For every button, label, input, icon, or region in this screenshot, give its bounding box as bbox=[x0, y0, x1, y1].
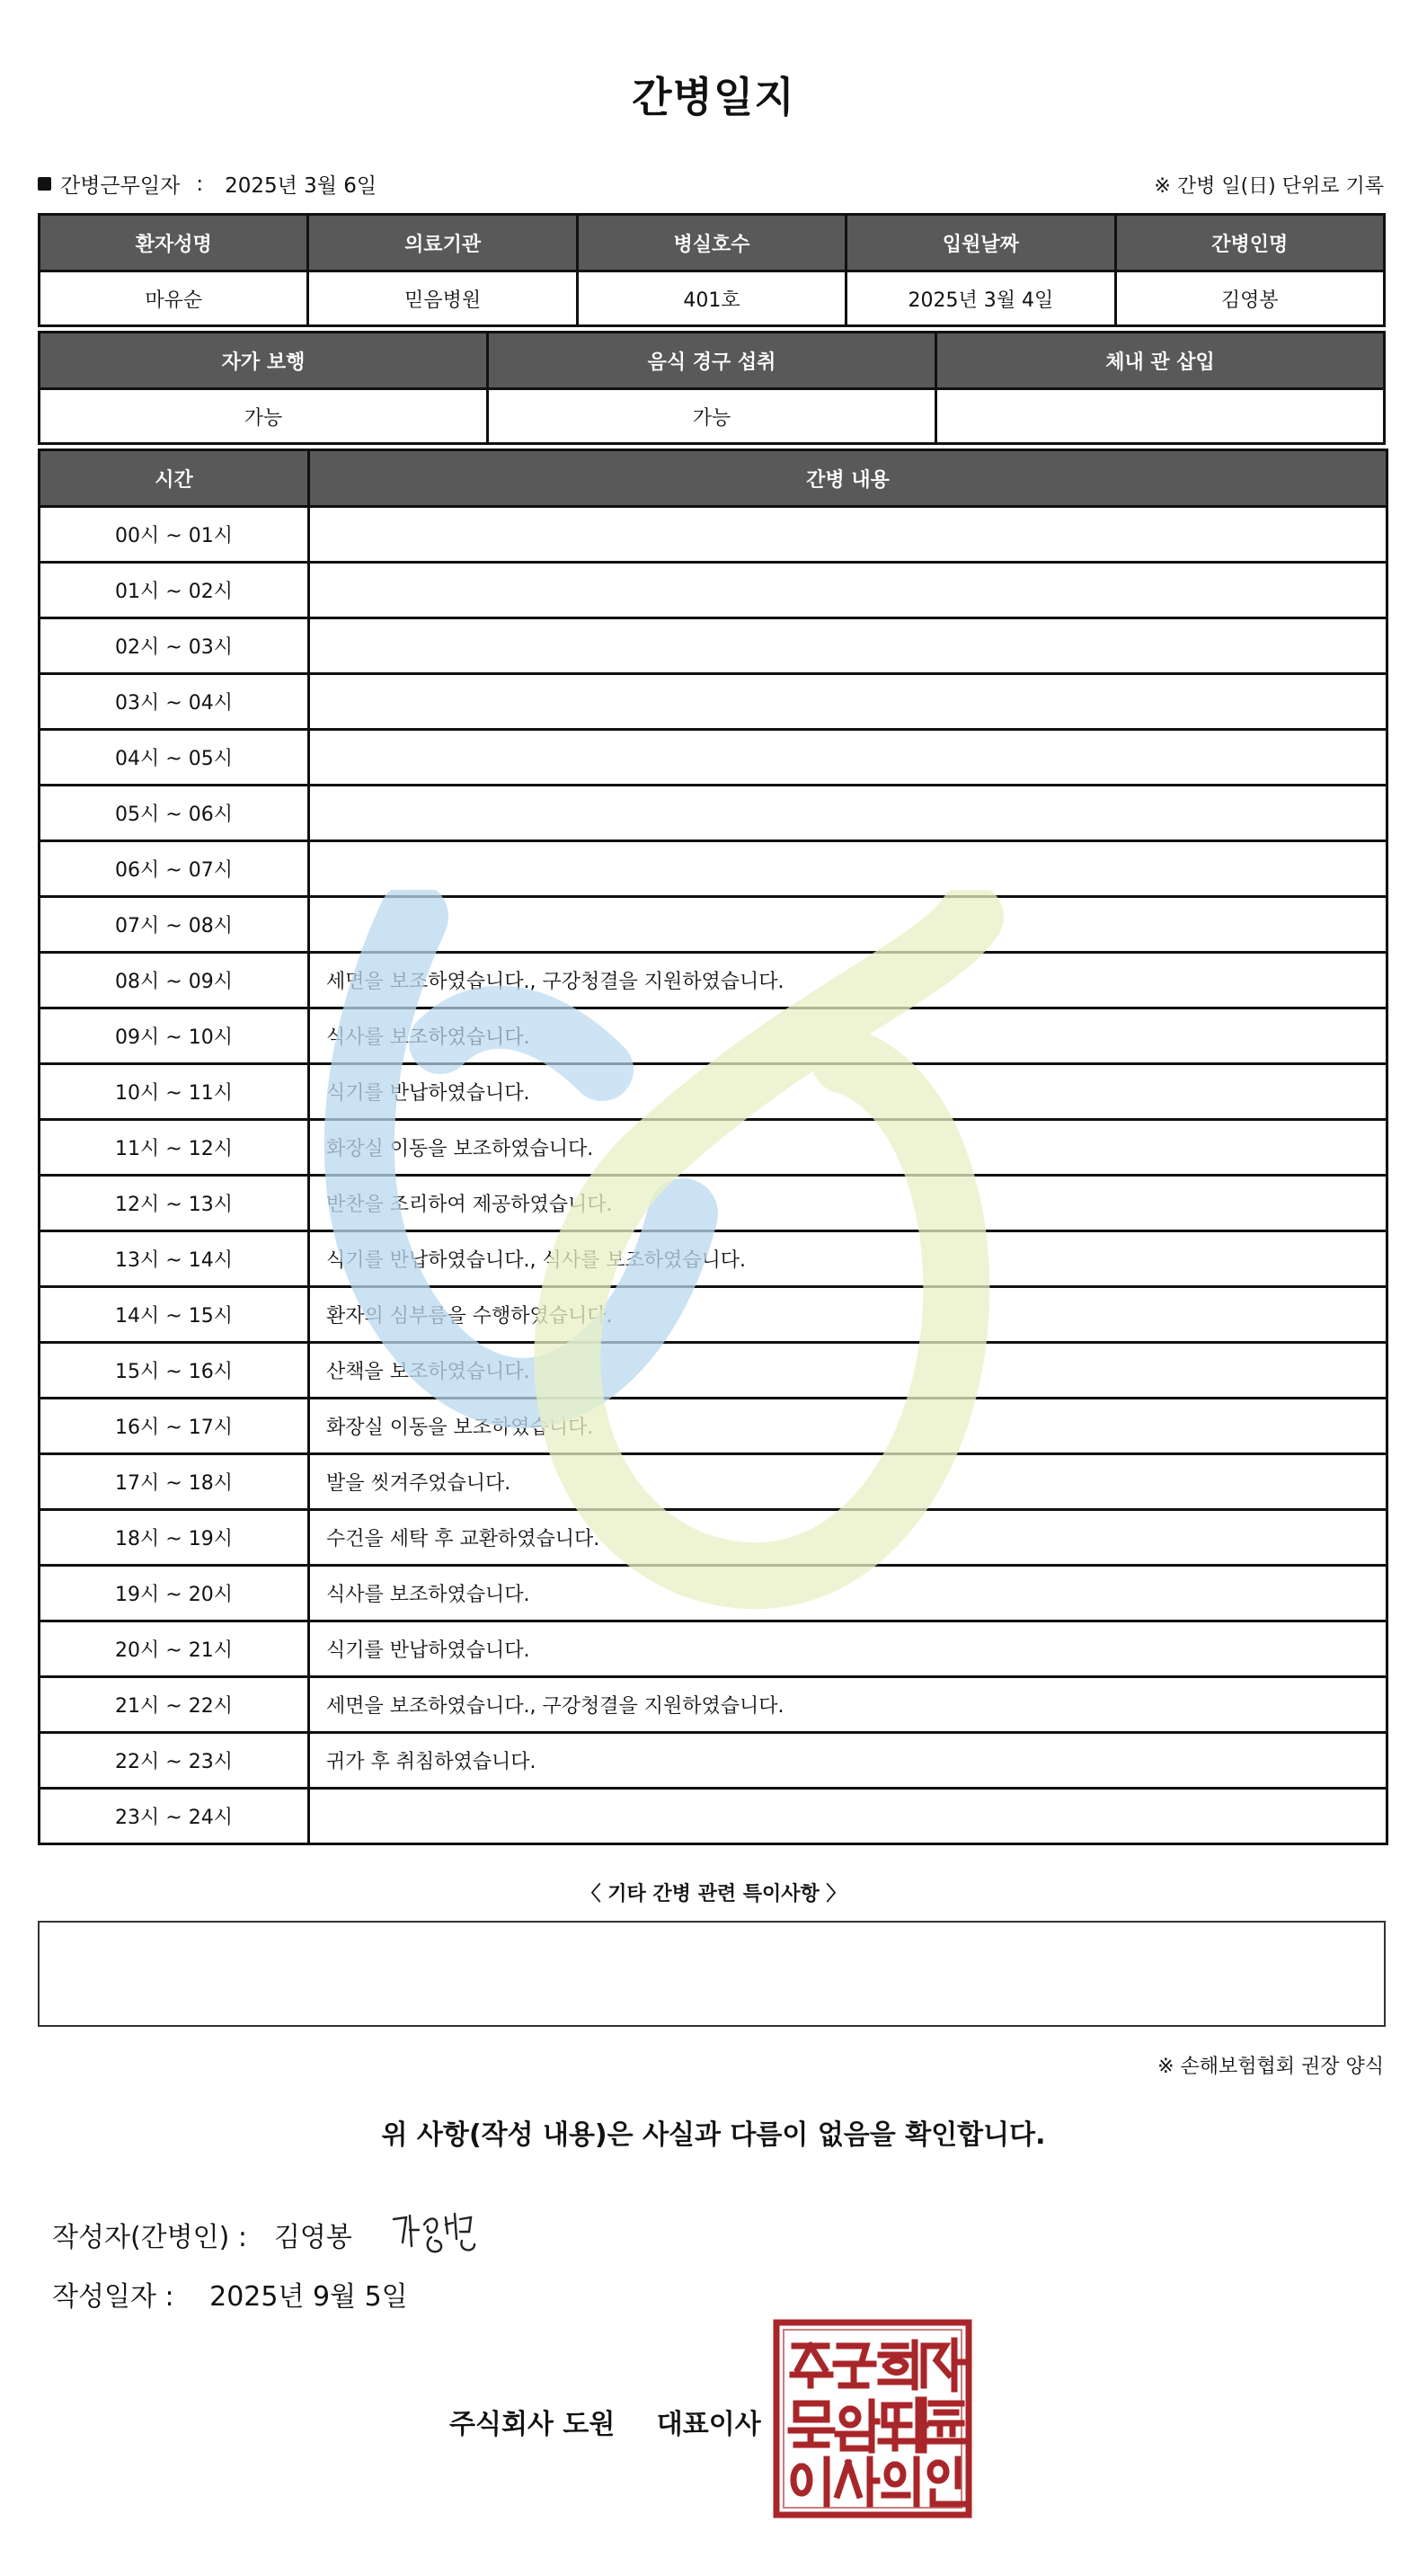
log-time-cell: 11시 ~ 12시 bbox=[40, 1120, 309, 1176]
written-date-row bbox=[52, 2274, 408, 2314]
log-row bbox=[40, 563, 1387, 618]
work-date-row bbox=[38, 169, 377, 199]
remarks-title: 〈 기타 간병 관련 특이사항 〉 bbox=[581, 1883, 846, 1905]
log-time-cell: 15시 ~ 16시 bbox=[40, 1343, 309, 1399]
log-row bbox=[40, 897, 1387, 953]
header-hospital: 의료기관 bbox=[308, 215, 577, 271]
log-row bbox=[40, 1454, 1387, 1510]
log-content-cell: 환자의 심부름을 수행하였습니다. bbox=[309, 1287, 1387, 1343]
page-title: 간병일지 bbox=[632, 73, 795, 121]
log-row bbox=[40, 1621, 1387, 1677]
work-date-separator: : bbox=[196, 172, 204, 196]
work-date-label: 간병근무일자 bbox=[60, 174, 181, 198]
log-content-cell: 세면을 보조하였습니다., 구강청결을 지원하였습니다. bbox=[309, 1677, 1387, 1733]
writer-row bbox=[52, 2207, 487, 2262]
log-content-cell bbox=[309, 618, 1387, 674]
log-row bbox=[40, 1120, 1387, 1176]
log-content-cell bbox=[309, 1789, 1387, 1844]
recommended-form-note: ※ 손해보험협회 권장 양식 bbox=[1157, 2056, 1384, 2078]
log-time-cell: 03시 ~ 04시 bbox=[40, 674, 309, 730]
log-row bbox=[40, 1231, 1387, 1287]
header-oral-intake: 음식 경구 섭취 bbox=[488, 333, 936, 389]
log-content-cell bbox=[309, 563, 1387, 618]
log-row bbox=[40, 1343, 1387, 1399]
hospital-value: 믿음병원 bbox=[308, 271, 577, 326]
patient-name-value: 마유순 bbox=[40, 271, 308, 326]
header-room: 병실호수 bbox=[577, 215, 846, 271]
log-content-cell: 화장실 이동을 보조하였습니다. bbox=[309, 1399, 1387, 1454]
log-time-cell: 04시 ~ 05시 bbox=[40, 730, 309, 786]
log-row bbox=[40, 618, 1387, 674]
writer-name: 김영봉 bbox=[273, 2222, 352, 2253]
log-time-cell: 06시 ~ 07시 bbox=[40, 841, 309, 897]
log-content-cell: 식사를 보조하였습니다. bbox=[309, 1008, 1387, 1064]
admission-date-value: 2025년 3월 4일 bbox=[846, 271, 1115, 326]
log-time-cell: 00시 ~ 01시 bbox=[40, 507, 309, 563]
tube-insertion-value bbox=[936, 389, 1385, 444]
remarks-box bbox=[38, 1921, 1386, 2027]
written-date-value: 2025년 9월 5일 bbox=[209, 2281, 408, 2313]
header-tube-insertion: 체내 관 삽입 bbox=[936, 333, 1385, 389]
log-time-cell: 10시 ~ 11시 bbox=[40, 1064, 309, 1120]
log-content-cell: 식기를 반납하였습니다. bbox=[309, 1621, 1387, 1677]
log-time-cell: 17시 ~ 18시 bbox=[40, 1454, 309, 1510]
log-time-cell: 19시 ~ 20시 bbox=[40, 1566, 309, 1621]
log-row bbox=[40, 1510, 1387, 1566]
log-time-cell: 02시 ~ 03시 bbox=[40, 618, 309, 674]
log-content-cell bbox=[309, 674, 1387, 730]
header-patient-name: 환자성명 bbox=[40, 215, 308, 271]
log-content-cell: 산책을 보조하였습니다. bbox=[309, 1343, 1387, 1399]
header-time: 시간 bbox=[40, 450, 309, 507]
writer-label: 작성자(간병인) : bbox=[52, 2222, 247, 2253]
patient-capability-table bbox=[38, 331, 1386, 445]
confirmation-statement: 위 사항(작성 내용)은 사실과 다름이 없음을 확인합니다. bbox=[381, 2119, 1046, 2151]
log-content-cell bbox=[309, 897, 1387, 953]
log-row bbox=[40, 1064, 1387, 1120]
company-signature-line bbox=[449, 2402, 761, 2441]
log-time-cell: 21시 ~ 22시 bbox=[40, 1677, 309, 1733]
log-row bbox=[40, 1008, 1387, 1064]
log-row bbox=[40, 1287, 1387, 1343]
oral-intake-value: 가능 bbox=[488, 389, 936, 444]
log-row bbox=[40, 1176, 1387, 1231]
company-seal-stamp bbox=[773, 2319, 972, 2518]
self-walking-value: 가능 bbox=[40, 389, 488, 444]
log-content-cell: 식사를 보조하였습니다. bbox=[309, 1566, 1387, 1621]
header-self-walking: 자가 보행 bbox=[40, 333, 488, 389]
log-content-cell: 세면을 보조하였습니다., 구강청결을 지원하였습니다. bbox=[309, 953, 1387, 1008]
hourly-care-log-table bbox=[38, 449, 1388, 1845]
log-time-cell: 08시 ~ 09시 bbox=[40, 953, 309, 1008]
caregiver-value: 김영봉 bbox=[1115, 271, 1384, 326]
log-time-cell: 07시 ~ 08시 bbox=[40, 897, 309, 953]
log-time-cell: 05시 ~ 06시 bbox=[40, 786, 309, 841]
log-row bbox=[40, 1399, 1387, 1454]
log-content-cell: 화장실 이동을 보조하였습니다. bbox=[309, 1120, 1387, 1176]
log-content-cell: 발을 씻겨주었습니다. bbox=[309, 1454, 1387, 1510]
log-content-cell: 식기를 반납하였습니다. bbox=[309, 1064, 1387, 1120]
header-caregiver: 간병인명 bbox=[1115, 215, 1384, 271]
work-date-value: 2025년 3월 6일 bbox=[225, 174, 377, 198]
log-time-cell: 16시 ~ 17시 bbox=[40, 1399, 309, 1454]
log-row bbox=[40, 1733, 1387, 1789]
company-name: 주식회사 도원 bbox=[449, 2409, 616, 2440]
log-content-cell: 귀가 후 취침하였습니다. bbox=[309, 1733, 1387, 1789]
log-content-cell bbox=[309, 786, 1387, 841]
daily-record-note: ※ 간병 일(日) 단위로 기록 bbox=[1154, 175, 1384, 198]
log-row bbox=[40, 786, 1387, 841]
written-date-label: 작성일자 : bbox=[52, 2281, 174, 2313]
header-admission-date: 입원날짜 bbox=[846, 215, 1115, 271]
log-row bbox=[40, 507, 1387, 563]
square-bullet-icon bbox=[38, 177, 51, 191]
log-content-cell bbox=[309, 507, 1387, 563]
patient-info-table bbox=[38, 213, 1386, 327]
log-time-cell: 18시 ~ 19시 bbox=[40, 1510, 309, 1566]
log-time-cell: 20시 ~ 21시 bbox=[40, 1621, 309, 1677]
header-care-content: 간병 내용 bbox=[309, 450, 1387, 507]
log-row bbox=[40, 841, 1387, 897]
log-time-cell: 09시 ~ 10시 bbox=[40, 1008, 309, 1064]
log-content-cell bbox=[309, 841, 1387, 897]
log-content-cell: 반찬을 조리하여 제공하였습니다. bbox=[309, 1176, 1387, 1231]
room-value: 401호 bbox=[577, 271, 846, 326]
handwritten-signature bbox=[388, 2207, 487, 2262]
log-content-cell: 식기를 반납하였습니다., 식사를 보조하였습니다. bbox=[309, 1231, 1387, 1287]
ceo-title: 대표이사 bbox=[656, 2409, 761, 2440]
log-row bbox=[40, 674, 1387, 730]
log-row bbox=[40, 1677, 1387, 1733]
log-row bbox=[40, 1789, 1387, 1844]
log-time-cell: 12시 ~ 13시 bbox=[40, 1176, 309, 1231]
log-time-cell: 01시 ~ 02시 bbox=[40, 563, 309, 618]
log-time-cell: 22시 ~ 23시 bbox=[40, 1733, 309, 1789]
log-time-cell: 14시 ~ 15시 bbox=[40, 1287, 309, 1343]
log-row bbox=[40, 1566, 1387, 1621]
log-time-cell: 23시 ~ 24시 bbox=[40, 1789, 309, 1844]
log-row bbox=[40, 730, 1387, 786]
log-content-cell bbox=[309, 730, 1387, 786]
log-content-cell: 수건을 세탁 후 교환하였습니다. bbox=[309, 1510, 1387, 1566]
log-time-cell: 13시 ~ 14시 bbox=[40, 1231, 309, 1287]
log-row bbox=[40, 953, 1387, 1008]
